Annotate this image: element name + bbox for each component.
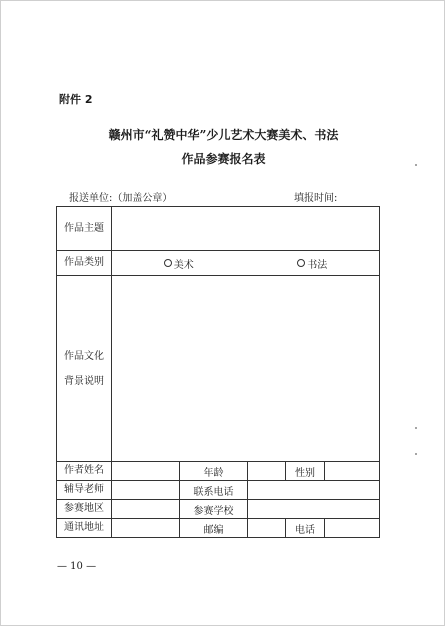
radio-circle-icon (297, 259, 305, 267)
background-field[interactable] (112, 276, 380, 462)
school-field[interactable] (248, 500, 380, 519)
teacher-field[interactable] (112, 481, 180, 500)
category-option-calligraphy[interactable] (297, 256, 327, 271)
submit-unit-label: 报送单位:（加盖公章） (69, 193, 173, 204)
gender-field[interactable] (325, 462, 380, 481)
category-option-label: 书法 (307, 259, 328, 271)
address-field[interactable] (112, 519, 180, 538)
region-row (57, 500, 380, 519)
school-label: 参赛学校 (180, 500, 248, 519)
category-option-label: 美术 (173, 259, 194, 271)
form-title-line1: 赣州市“礼赞中华”少儿艺术大赛美术、书法 (108, 128, 339, 142)
postcode-field[interactable] (248, 519, 286, 538)
teacher-label: 辅导老师 (57, 481, 112, 500)
radio-circle-icon (164, 259, 172, 267)
teacher-row (57, 481, 380, 500)
theme-row (57, 207, 380, 251)
phone-label: 联系电话 (180, 481, 248, 500)
scan-dot (415, 164, 417, 166)
region-field[interactable] (112, 500, 180, 519)
postcode-label: 邮编 (180, 519, 248, 538)
scan-dot (415, 453, 417, 455)
background-row (57, 276, 380, 462)
theme-label: 作品主题 (57, 207, 112, 251)
author-name-label: 作者姓名 (57, 462, 112, 481)
category-option-art[interactable] (164, 256, 194, 271)
category-label: 作品类别 (57, 251, 112, 276)
background-label (57, 276, 112, 462)
author-name-field[interactable] (112, 462, 180, 481)
age-field[interactable] (248, 462, 286, 481)
background-label-line2: 背景说明 (64, 375, 104, 387)
fill-time-label: 填报时间: (294, 193, 338, 204)
gender-label: 性别 (286, 462, 325, 481)
background-label-line1: 作品文化 (64, 350, 104, 362)
address-row (57, 519, 380, 538)
scan-dot (415, 427, 417, 429)
telephone-field[interactable] (325, 519, 380, 538)
telephone-label: 电话 (286, 519, 325, 538)
form-title-line2: 作品参赛报名表 (181, 152, 266, 166)
address-label: 通讯地址 (57, 519, 112, 538)
attachment-label: 附件 2 (59, 93, 93, 106)
category-field (112, 251, 380, 276)
region-label: 参赛地区 (57, 500, 112, 519)
age-label: 年龄 (180, 462, 248, 481)
theme-field[interactable] (112, 207, 380, 251)
category-row (57, 251, 380, 276)
author-row (57, 462, 380, 481)
registration-form-table (56, 206, 380, 538)
phone-field[interactable] (248, 481, 380, 500)
page-number: — 10 — (57, 561, 97, 572)
